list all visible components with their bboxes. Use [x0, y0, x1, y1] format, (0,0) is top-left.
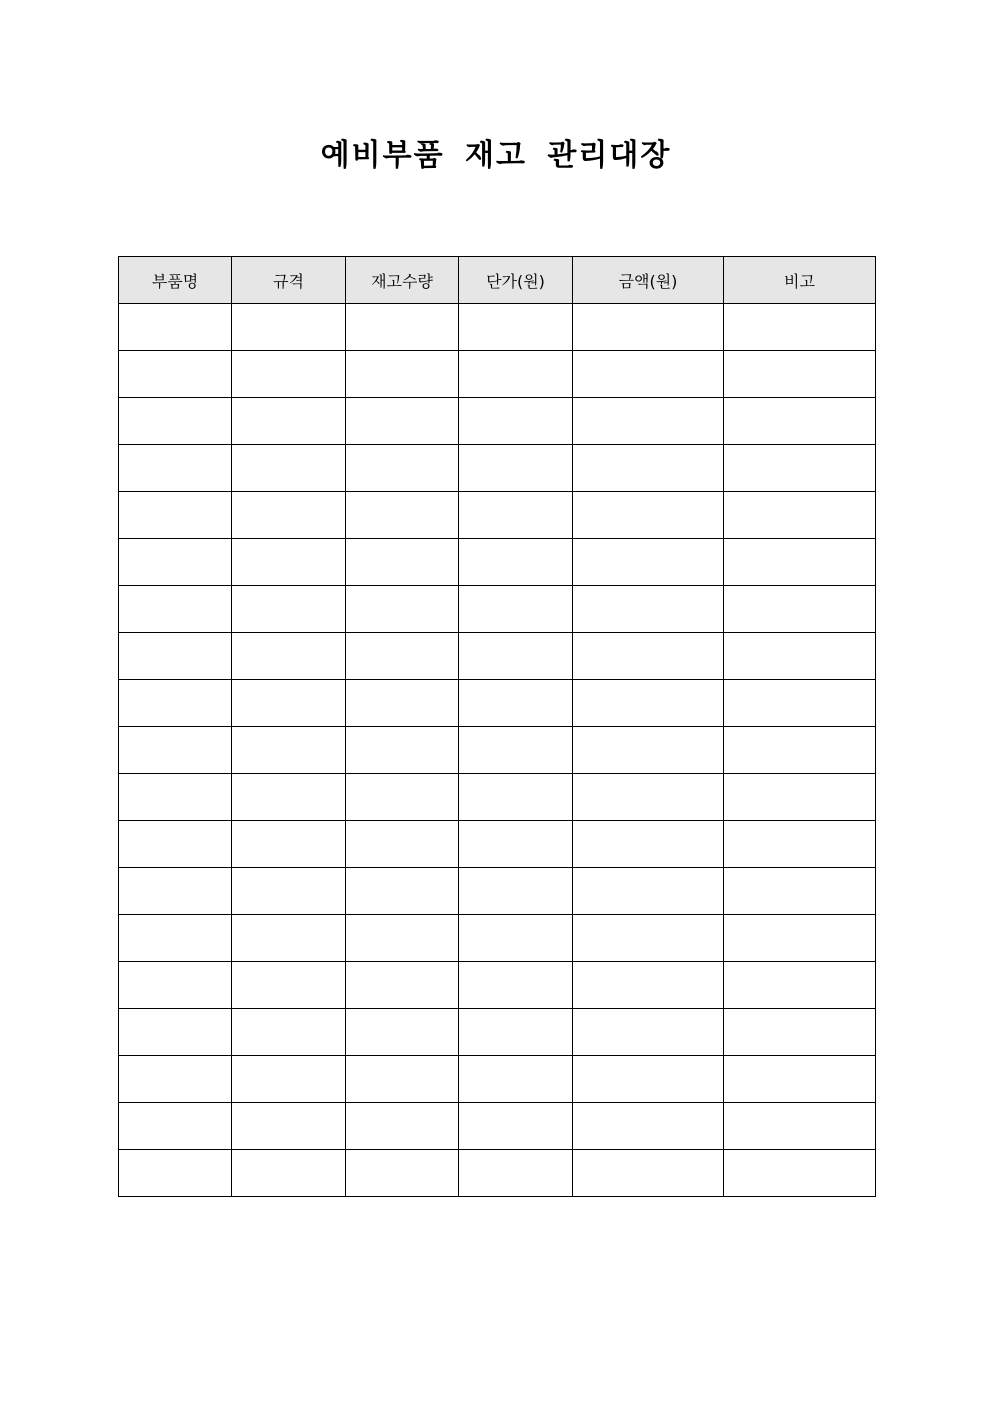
table-row — [119, 962, 876, 1009]
remarks-cell[interactable] — [724, 727, 876, 774]
specification-cell[interactable] — [232, 1056, 346, 1103]
table-row — [119, 492, 876, 539]
table-body — [119, 304, 876, 1197]
remarks-cell[interactable] — [724, 304, 876, 351]
part-name-cell[interactable] — [119, 351, 232, 398]
amount-cell[interactable] — [573, 821, 724, 868]
unit-price-cell[interactable] — [459, 680, 573, 727]
column-header-stock-quantity: 재고수량 — [346, 257, 459, 304]
amount-cell[interactable] — [573, 633, 724, 680]
stock-quantity-cell[interactable] — [346, 821, 459, 868]
unit-price-cell[interactable] — [459, 351, 573, 398]
unit-price-cell[interactable] — [459, 398, 573, 445]
amount-cell[interactable] — [573, 304, 724, 351]
specification-cell[interactable] — [232, 821, 346, 868]
remarks-cell[interactable] — [724, 445, 876, 492]
part-name-cell[interactable] — [119, 727, 232, 774]
part-name-cell[interactable] — [119, 1056, 232, 1103]
unit-price-cell[interactable] — [459, 868, 573, 915]
stock-quantity-cell[interactable] — [346, 445, 459, 492]
specification-cell[interactable] — [232, 727, 346, 774]
stock-quantity-cell[interactable] — [346, 1056, 459, 1103]
part-name-cell[interactable] — [119, 539, 232, 586]
specification-cell[interactable] — [232, 680, 346, 727]
remarks-cell[interactable] — [724, 680, 876, 727]
part-name-cell[interactable] — [119, 304, 232, 351]
unit-price-cell[interactable] — [459, 1150, 573, 1197]
specification-cell[interactable] — [232, 915, 346, 962]
table-row — [119, 774, 876, 821]
amount-cell[interactable] — [573, 962, 724, 1009]
unit-price-cell[interactable] — [459, 915, 573, 962]
remarks-cell[interactable] — [724, 821, 876, 868]
stock-quantity-cell[interactable] — [346, 1150, 459, 1197]
part-name-cell[interactable] — [119, 445, 232, 492]
table-row — [119, 680, 876, 727]
stock-quantity-cell[interactable] — [346, 962, 459, 1009]
specification-cell[interactable] — [232, 398, 346, 445]
unit-price-cell[interactable] — [459, 1103, 573, 1150]
unit-price-cell[interactable] — [459, 1009, 573, 1056]
part-name-cell[interactable] — [119, 962, 232, 1009]
amount-cell[interactable] — [573, 1103, 724, 1150]
part-name-cell[interactable] — [119, 821, 232, 868]
amount-cell[interactable] — [573, 1009, 724, 1056]
table-row — [119, 915, 876, 962]
part-name-cell[interactable] — [119, 586, 232, 633]
amount-cell[interactable] — [573, 774, 724, 821]
amount-cell[interactable] — [573, 915, 724, 962]
table-row — [119, 727, 876, 774]
stock-quantity-cell[interactable] — [346, 774, 459, 821]
amount-cell[interactable] — [573, 1150, 724, 1197]
part-name-cell[interactable] — [119, 398, 232, 445]
specification-cell[interactable] — [232, 492, 346, 539]
table-row — [119, 445, 876, 492]
specification-cell[interactable] — [232, 351, 346, 398]
part-name-cell[interactable] — [119, 915, 232, 962]
stock-quantity-cell[interactable] — [346, 1009, 459, 1056]
column-header-part-name: 부품명 — [119, 257, 232, 304]
table-row — [119, 586, 876, 633]
unit-price-cell[interactable] — [459, 445, 573, 492]
table-row — [119, 1056, 876, 1103]
table-row — [119, 1150, 876, 1197]
part-name-cell[interactable] — [119, 774, 232, 821]
stock-quantity-cell[interactable] — [346, 915, 459, 962]
part-name-cell[interactable] — [119, 633, 232, 680]
specification-cell[interactable] — [232, 962, 346, 1009]
stock-quantity-cell[interactable] — [346, 586, 459, 633]
specification-cell[interactable] — [232, 445, 346, 492]
amount-cell[interactable] — [573, 445, 724, 492]
remarks-cell[interactable] — [724, 351, 876, 398]
specification-cell[interactable] — [232, 1009, 346, 1056]
stock-quantity-cell[interactable] — [346, 398, 459, 445]
specification-cell[interactable] — [232, 304, 346, 351]
specification-cell[interactable] — [232, 1150, 346, 1197]
stock-quantity-cell[interactable] — [346, 1103, 459, 1150]
stock-quantity-cell[interactable] — [346, 633, 459, 680]
remarks-cell[interactable] — [724, 633, 876, 680]
unit-price-cell[interactable] — [459, 492, 573, 539]
part-name-cell[interactable] — [119, 868, 232, 915]
remarks-cell[interactable] — [724, 915, 876, 962]
column-header-unit-price: 단가(원) — [459, 257, 573, 304]
part-name-cell[interactable] — [119, 1009, 232, 1056]
remarks-cell[interactable] — [724, 1009, 876, 1056]
unit-price-cell[interactable] — [459, 586, 573, 633]
amount-cell[interactable] — [573, 868, 724, 915]
stock-quantity-cell[interactable] — [346, 539, 459, 586]
column-header-amount: 금액(원) — [573, 257, 724, 304]
amount-cell[interactable] — [573, 727, 724, 774]
remarks-cell[interactable] — [724, 868, 876, 915]
part-name-cell[interactable] — [119, 1150, 232, 1197]
table-row — [119, 821, 876, 868]
remarks-cell[interactable] — [724, 1150, 876, 1197]
document-title: 예비부품 재고 관리대장 — [320, 138, 672, 173]
amount-cell[interactable] — [573, 398, 724, 445]
stock-quantity-cell[interactable] — [346, 680, 459, 727]
specification-cell[interactable] — [232, 1103, 346, 1150]
unit-price-cell[interactable] — [459, 539, 573, 586]
column-header-specification: 규격 — [232, 257, 346, 304]
amount-cell[interactable] — [573, 539, 724, 586]
remarks-cell[interactable] — [724, 586, 876, 633]
column-header-remarks: 비고 — [724, 257, 876, 304]
table-row — [119, 539, 876, 586]
part-name-cell[interactable] — [119, 680, 232, 727]
amount-cell[interactable] — [573, 680, 724, 727]
remarks-cell[interactable] — [724, 1103, 876, 1150]
table-row — [119, 304, 876, 351]
specification-cell[interactable] — [232, 774, 346, 821]
remarks-cell[interactable] — [724, 539, 876, 586]
specification-cell[interactable] — [232, 633, 346, 680]
amount-cell[interactable] — [573, 586, 724, 633]
unit-price-cell[interactable] — [459, 304, 573, 351]
part-name-cell[interactable] — [119, 492, 232, 539]
stock-quantity-cell[interactable] — [346, 868, 459, 915]
table-header-row — [119, 257, 876, 304]
amount-cell[interactable] — [573, 351, 724, 398]
remarks-cell[interactable] — [724, 1056, 876, 1103]
stock-quantity-cell[interactable] — [346, 727, 459, 774]
stock-quantity-cell[interactable] — [346, 492, 459, 539]
unit-price-cell[interactable] — [459, 774, 573, 821]
unit-price-cell[interactable] — [459, 727, 573, 774]
unit-price-cell[interactable] — [459, 633, 573, 680]
unit-price-cell[interactable] — [459, 821, 573, 868]
table-row — [119, 398, 876, 445]
table-row — [119, 868, 876, 915]
remarks-cell[interactable] — [724, 398, 876, 445]
table-row — [119, 1009, 876, 1056]
specification-cell[interactable] — [232, 868, 346, 915]
amount-cell[interactable] — [573, 1056, 724, 1103]
stock-quantity-cell[interactable] — [346, 351, 459, 398]
unit-price-cell[interactable] — [459, 1056, 573, 1103]
table-row — [119, 351, 876, 398]
amount-cell[interactable] — [573, 492, 724, 539]
specification-cell[interactable] — [232, 586, 346, 633]
remarks-cell[interactable] — [724, 962, 876, 1009]
table-row — [119, 1103, 876, 1150]
remarks-cell[interactable] — [724, 492, 876, 539]
table-row — [119, 633, 876, 680]
part-name-cell[interactable] — [119, 1103, 232, 1150]
inventory-ledger-table — [118, 256, 876, 1197]
stock-quantity-cell[interactable] — [346, 304, 459, 351]
unit-price-cell[interactable] — [459, 962, 573, 1009]
specification-cell[interactable] — [232, 539, 346, 586]
remarks-cell[interactable] — [724, 774, 876, 821]
